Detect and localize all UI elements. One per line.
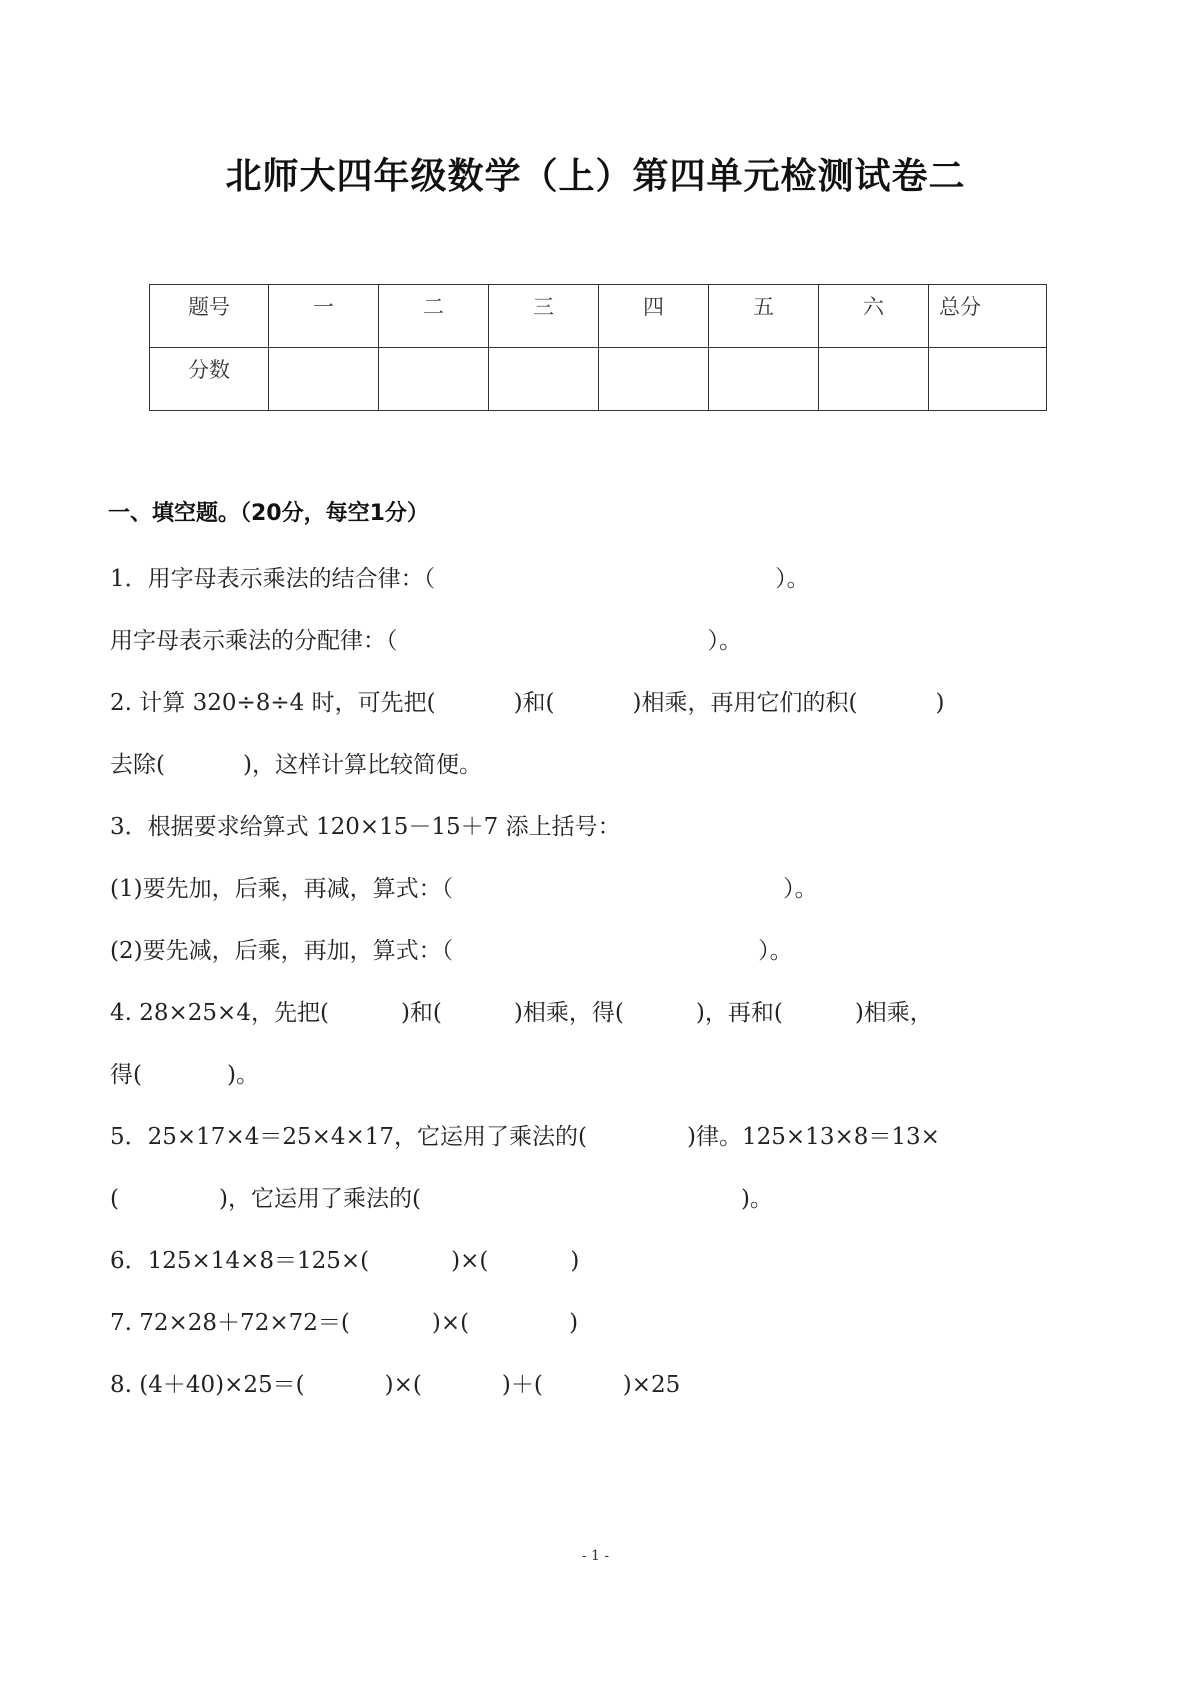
score-cell-1[interactable] <box>269 348 379 411</box>
question-5-line-1 <box>110 1118 940 1151</box>
question-3-part-2 <box>110 932 793 965</box>
header-cell-6: 六 <box>819 285 929 348</box>
question-3-line-1 <box>110 808 621 841</box>
question-text: 得( <box>110 1062 142 1088</box>
question-text: )律 <box>687 1124 720 1150</box>
header-cell-5: 五 <box>709 285 819 348</box>
question-text: )。 <box>740 1186 773 1212</box>
question-text: ( <box>110 1186 119 1212</box>
score-cell-2[interactable] <box>379 348 489 411</box>
question-text: 4. 28×25×4，先把( <box>110 1000 329 1026</box>
question-3-part-1 <box>110 870 818 903</box>
score-table-header-row <box>150 285 1047 348</box>
header-cell-total: 总分 <box>929 285 1047 348</box>
question-6 <box>110 1242 579 1275</box>
question-text: ）。 <box>758 938 793 964</box>
score-cell-3[interactable] <box>489 348 599 411</box>
question-2-line-2 <box>110 746 482 779</box>
question-text: ) <box>935 690 945 716</box>
question-text: 6．125×14×8＝125×( <box>110 1248 370 1274</box>
question-text: 3．根据要求给算式 120×15－15＋7 添上括号： <box>110 814 621 840</box>
question-4-line-1 <box>110 994 933 1027</box>
question-5-line-2 <box>110 1180 773 1213</box>
page-title: 北师大四年级数学（上）第四单元检测试卷二 <box>225 156 966 197</box>
question-text: )。 <box>226 1062 259 1088</box>
question-text: )和( <box>400 1000 442 1026</box>
question-4-line-2 <box>110 1056 259 1089</box>
question-text: 去除( <box>110 752 165 778</box>
question-text: ) <box>569 1310 579 1336</box>
question-text: )相乘，得( <box>513 1000 624 1026</box>
question-text: 7. 72×28＋72×72＝( <box>110 1310 350 1336</box>
question-text: 1．用字母表示乘法的结合律：（ <box>110 566 436 592</box>
question-text: )，它运用了乘法的( <box>218 1186 421 1212</box>
page-number: - 1 - <box>581 1548 610 1564</box>
question-text: ) <box>570 1248 580 1274</box>
score-table-score-row <box>150 348 1047 411</box>
question-text: )和( <box>513 690 555 716</box>
question-text: 8. (4＋40)×25＝( <box>110 1372 305 1398</box>
score-cell-5[interactable] <box>709 348 819 411</box>
question-text: ）。 <box>775 566 810 592</box>
header-cell-4: 四 <box>599 285 709 348</box>
question-text: (2)要先减，后乘，再加，算式：（ <box>110 938 454 964</box>
header-cell-3: 三 <box>489 285 599 348</box>
question-text: )×25 <box>622 1372 681 1398</box>
score-cell-4[interactable] <box>599 348 709 411</box>
question-8 <box>110 1366 680 1399</box>
score-cell-total[interactable] <box>929 348 1047 411</box>
question-text: 2. 计算 320÷8÷4 时，可先把( <box>110 690 436 716</box>
question-text: ）。 <box>783 876 818 902</box>
question-1-line-1 <box>110 560 810 593</box>
question-text: )×( <box>431 1310 470 1336</box>
question-text: )＋( <box>501 1372 543 1398</box>
question-text: )×( <box>451 1248 489 1274</box>
section-heading-fill-in: 一、填空题。（20分，每空1分） <box>108 501 429 526</box>
question-text: ）。 <box>707 628 742 654</box>
question-text: 用字母表示乘法的分配律：（ <box>110 628 398 654</box>
question-2-line-1 <box>110 684 944 717</box>
header-cell-question-no: 题号 <box>150 285 269 348</box>
question-7 <box>110 1304 578 1337</box>
question-text: (1)要先加，后乘，再减，算式：（ <box>110 876 454 902</box>
score-row-label: 分数 <box>150 348 269 411</box>
score-cell-6[interactable] <box>819 348 929 411</box>
question-1-line-2 <box>110 622 742 655</box>
question-text: 5．25×17×4＝25×4×17，它运用了乘法的( <box>110 1124 588 1150</box>
question-text: )相乘，再用它们的积( <box>632 690 858 716</box>
question-text: )，这样计算比较简便。 <box>242 752 482 778</box>
question-text: 。125×13×8＝13× <box>719 1124 940 1150</box>
question-text: )，再和( <box>695 1000 783 1026</box>
header-cell-1: 一 <box>269 285 379 348</box>
header-cell-2: 二 <box>379 285 489 348</box>
question-text: )×( <box>384 1372 422 1398</box>
question-text: )相乘， <box>854 1000 933 1026</box>
score-table <box>149 284 1047 411</box>
